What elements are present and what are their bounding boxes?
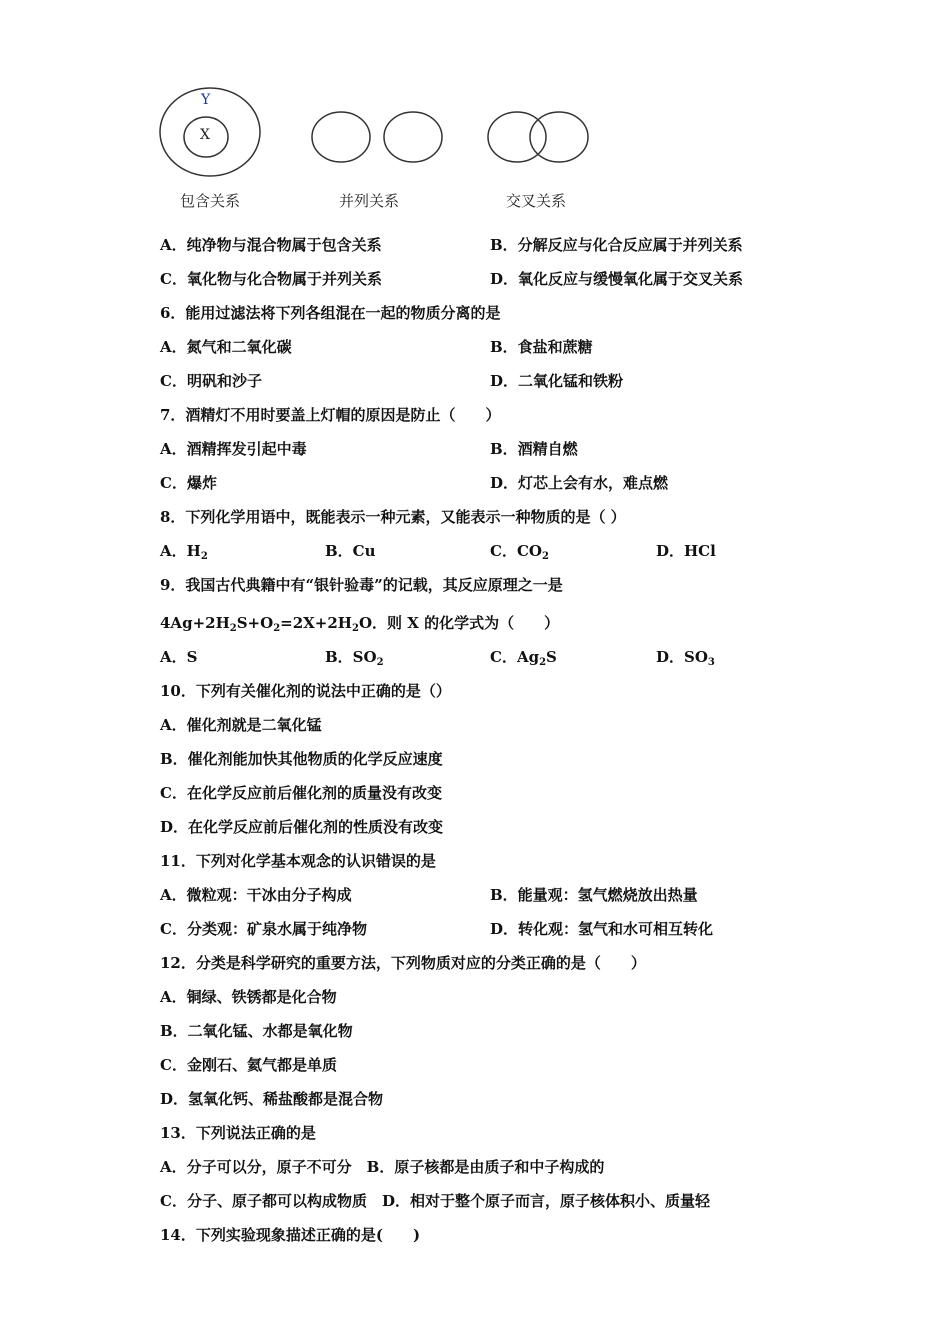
q11-option-b: B．能量观：氢气燃烧放出热量 bbox=[490, 886, 698, 904]
q12-option-b: B．二氧化锰、水都是氧化物 bbox=[160, 1022, 353, 1040]
q7-option-c: C．爆炸 bbox=[160, 474, 217, 492]
q11-option-c: C．分类观：矿泉水属于纯净物 bbox=[160, 920, 367, 938]
q5-option-a: A．纯净物与混合物属于包含关系 bbox=[160, 236, 382, 254]
q14-stem: 14．下列实验现象描述正确的是( ) bbox=[160, 1226, 421, 1244]
label-y: Y bbox=[201, 92, 211, 108]
q5-option-d: D．氧化反应与缓慢氧化属于交叉关系 bbox=[490, 270, 744, 288]
q9-option-d: D．$SO_3$ bbox=[656, 648, 715, 668]
q10-option-c: C．在化学反应前后催化剂的质量没有改变 bbox=[160, 784, 442, 802]
q6-option-d: D．二氧化锰和铁粉 bbox=[490, 372, 624, 390]
q6-option-c: C．明矾和沙子 bbox=[160, 372, 262, 390]
caption-parallel: 并列关系 bbox=[339, 192, 400, 210]
relationship-diagram bbox=[150, 80, 610, 220]
q7-option-d: D．灯芯上会有水，难点燃 bbox=[490, 474, 669, 492]
q13-options-cd: C．分子、原子都可以构成物质 D．相对于整个原子而言，原子核体积小、质量轻 bbox=[160, 1192, 710, 1210]
q13-options-ab: A．分子可以分，原子不可分 B．原子核都是由质子和中子构成的 bbox=[160, 1158, 605, 1176]
q11-option-a: A．微粒观：干冰由分子构成 bbox=[160, 886, 352, 904]
q5-option-c: C．氧化物与化合物属于并列关系 bbox=[160, 270, 382, 288]
q6-stem: 6．能用过滤法将下列各组混在一起的物质分离的是 bbox=[160, 304, 501, 322]
q9-option-b: B．$SO_2$ bbox=[325, 648, 384, 668]
q13-stem: 13．下列说法正确的是 bbox=[160, 1124, 316, 1142]
parallel-circle-left bbox=[312, 112, 370, 162]
q9-option-a: A．S bbox=[160, 648, 198, 666]
q12-option-a: A．铜绿、铁锈都是化合物 bbox=[160, 988, 337, 1006]
q8-option-d: D．HCl bbox=[656, 542, 716, 560]
q10-option-d: D．在化学反应前后催化剂的性质没有改变 bbox=[160, 818, 444, 836]
cross-circle-right bbox=[530, 112, 588, 162]
q10-option-b: B．催化剂能加快其他物质的化学反应速度 bbox=[160, 750, 443, 768]
q11-stem: 11．下列对化学基本观念的认识错误的是 bbox=[160, 852, 436, 870]
q7-stem: 7．酒精灯不用时要盖上灯帽的原因是防止（ ） bbox=[160, 406, 501, 424]
q12-option-c: C．金刚石、氦气都是单质 bbox=[160, 1056, 337, 1074]
q9-stem: 9．我国古代典籍中有“银针验毒”的记载，其反应原理之一是 bbox=[160, 576, 563, 594]
caption-containment: 包含关系 bbox=[180, 192, 241, 210]
q9-equation: $4Ag+2H_2S+O_2=2X+2H_2O$．则 X 的化学式为（ ） bbox=[160, 614, 560, 634]
q6-option-a: A．氮气和二氧化碳 bbox=[160, 338, 292, 356]
caption-intersection: 交叉关系 bbox=[506, 192, 567, 210]
parallel-circle-right bbox=[384, 112, 442, 162]
q8-option-b: B．Cu bbox=[325, 542, 376, 560]
q12-option-d: D．氢氧化钙、稀盐酸都是混合物 bbox=[160, 1090, 384, 1108]
label-x: X bbox=[200, 127, 210, 143]
q8-option-c: C．$CO_2$ bbox=[490, 542, 549, 562]
q11-option-d: D．转化观：氢气和水可相互转化 bbox=[490, 920, 714, 938]
q8-stem: 8．下列化学用语中，既能表示一种元素，又能表示一种物质的是（ ） bbox=[160, 508, 626, 526]
q10-stem: 10．下列有关催化剂的说法中正确的是（） bbox=[160, 682, 451, 700]
q6-option-b: B．食盐和蔗糖 bbox=[490, 338, 593, 356]
q9-option-c: C．$Ag_2S$ bbox=[490, 648, 557, 668]
q7-option-a: A．酒精挥发引起中毒 bbox=[160, 440, 307, 458]
q12-stem: 12．分类是科学研究的重要方法，下列物质对应的分类正确的是（ ） bbox=[160, 954, 646, 972]
q7-option-b: B．酒精自燃 bbox=[490, 440, 578, 458]
q5-option-b: B．分解反应与化合反应属于并列关系 bbox=[490, 236, 743, 254]
q8-option-a: A．$H_2$ bbox=[160, 542, 208, 562]
q10-option-a: A．催化剂就是二氧化锰 bbox=[160, 716, 322, 734]
